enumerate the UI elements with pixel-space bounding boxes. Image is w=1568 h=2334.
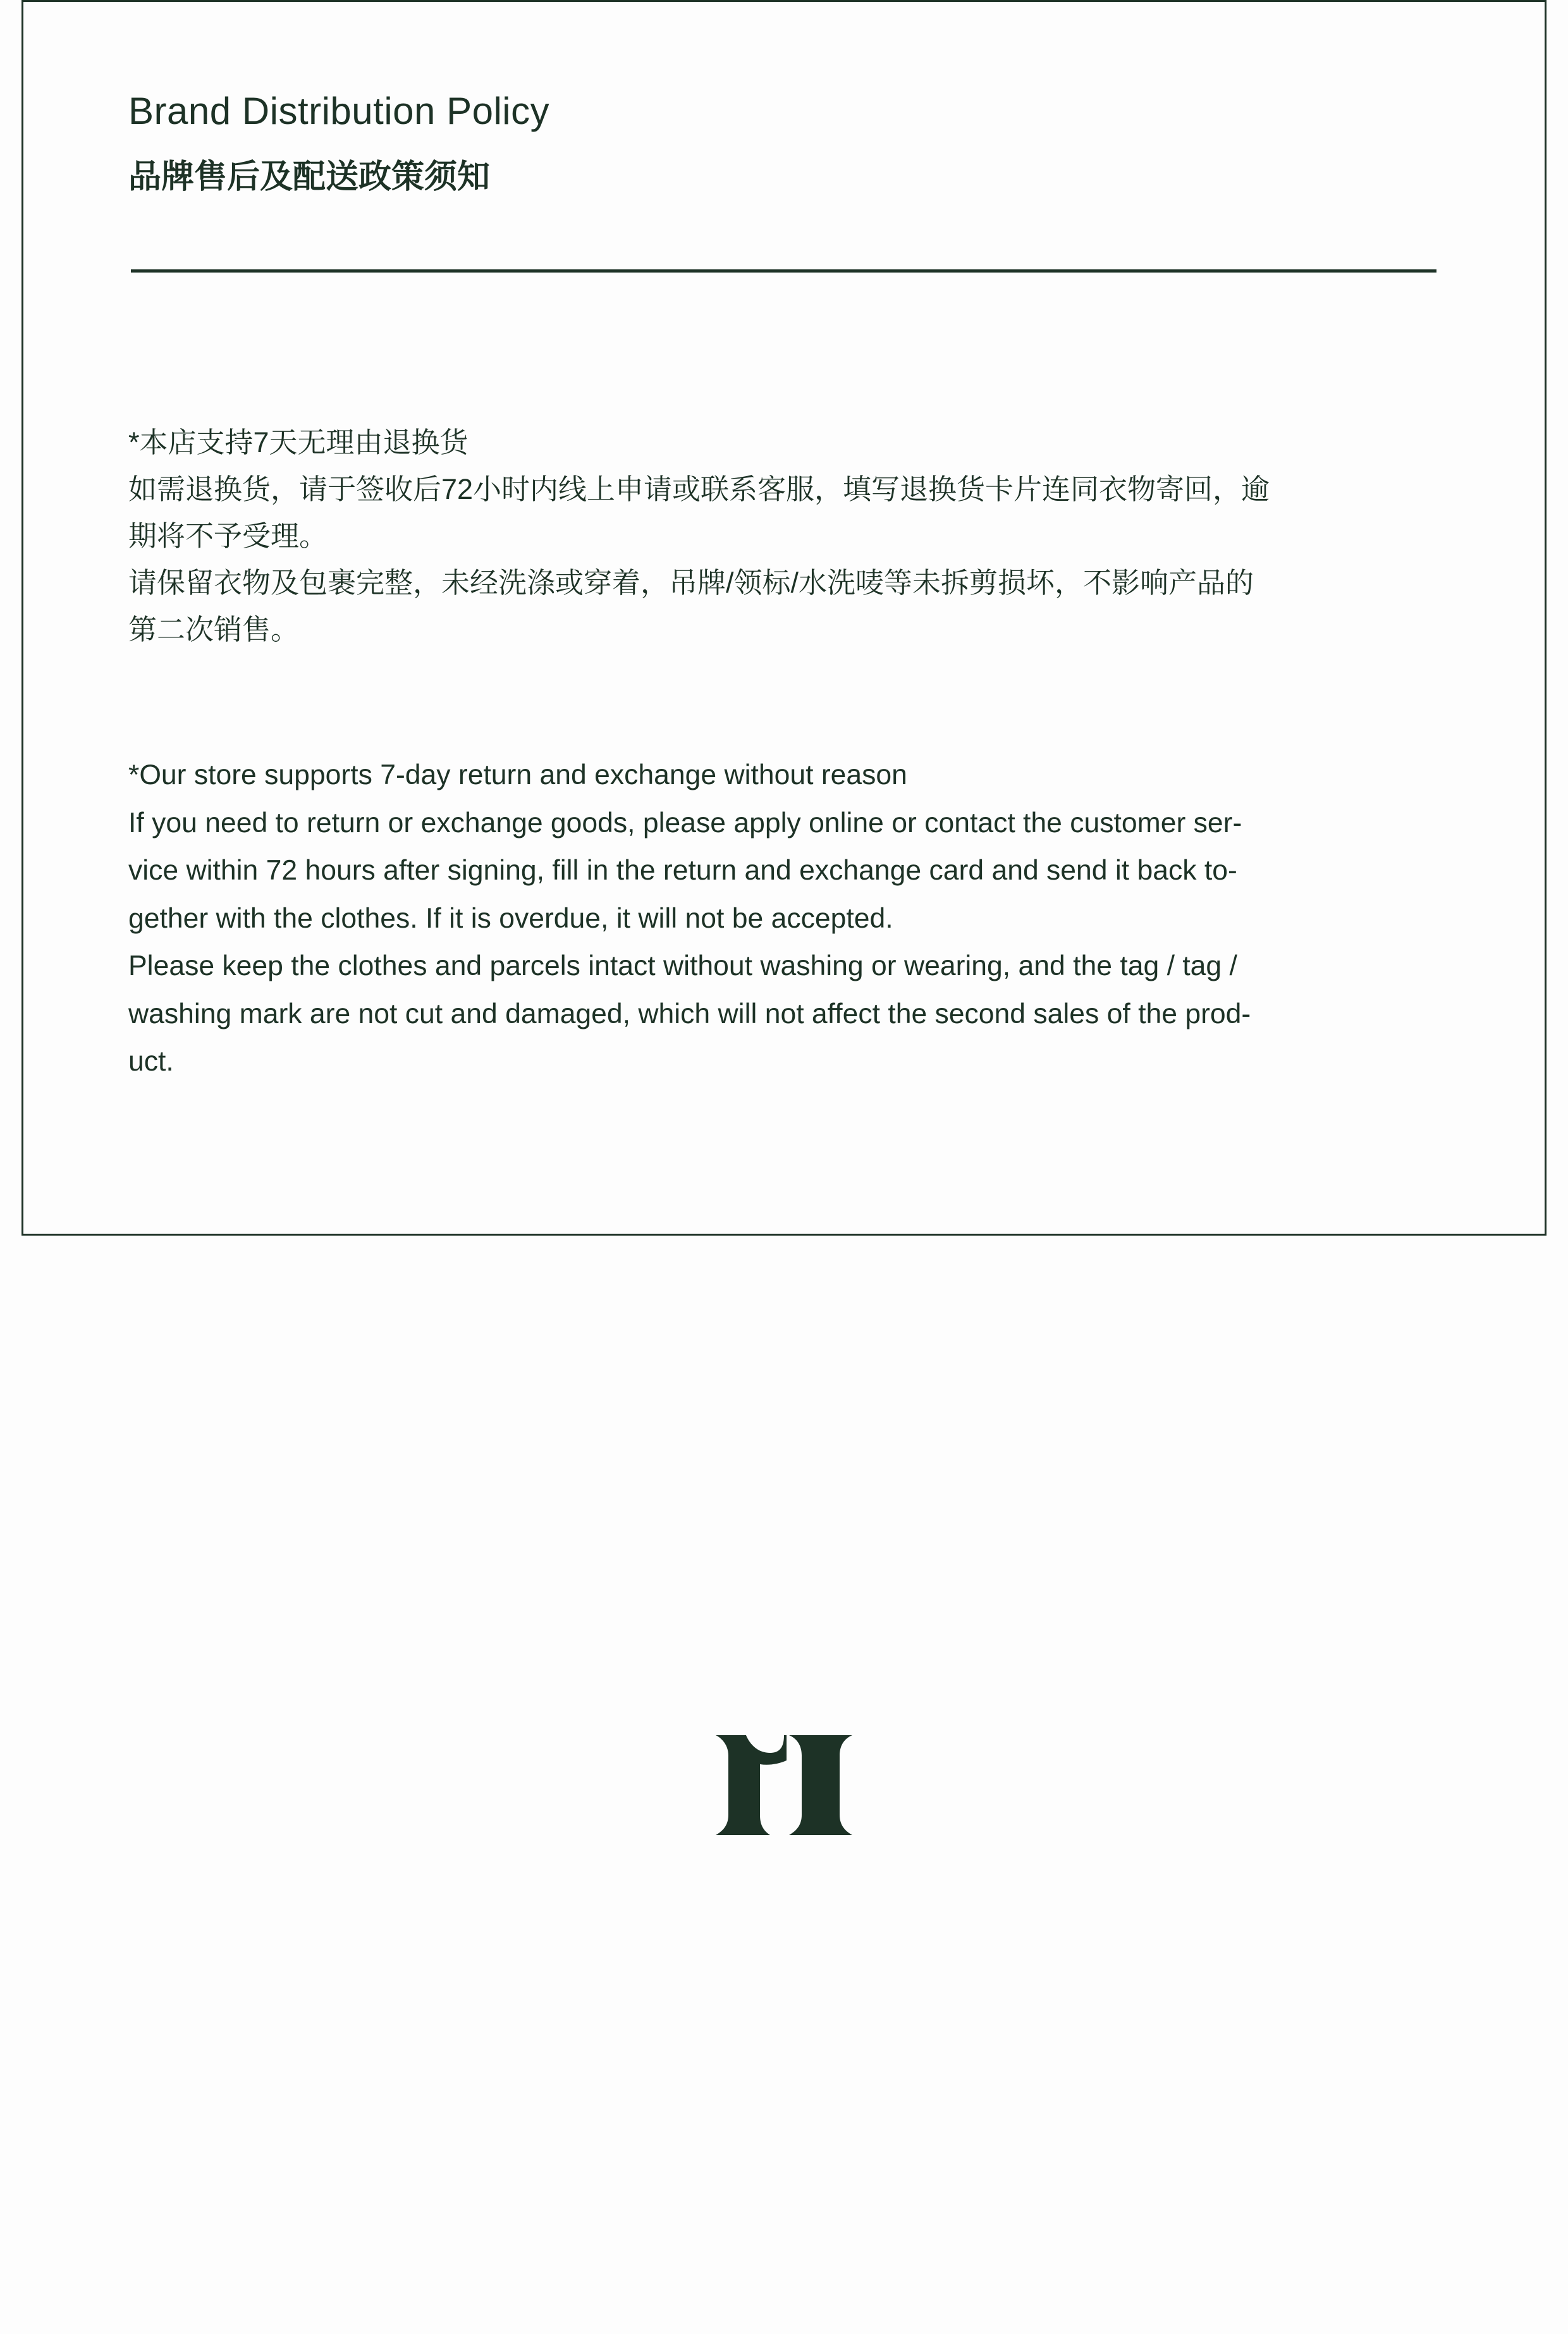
brand-monogram-icon bbox=[716, 1735, 852, 1835]
policy-paragraph-line: Please keep the clothes and parcels intact without washing or wearing, and the tag / tag / bbox=[128, 950, 1237, 981]
policy-paragraph-line: vice within 72 hours after signing, fill in the return and exchange card and send it back to- bbox=[128, 855, 1237, 886]
page-title: Brand Distribution Policy bbox=[128, 90, 550, 132]
policy-text-chinese bbox=[128, 419, 1466, 653]
policy-paragraph-line: gether with the clothes. If it is overdue, it will not be accepted. bbox=[128, 902, 893, 934]
policy-heading-english: *Our store supports 7-day return and exchange without reason bbox=[128, 759, 907, 790]
policy-text-english bbox=[128, 751, 1459, 1086]
policy-paragraph-line: washing mark are not cut and damaged, which will not affect the second sales of the prod- bbox=[128, 998, 1251, 1029]
policy-card bbox=[21, 0, 1547, 1236]
policy-paragraph-line: uct. bbox=[128, 1046, 174, 1077]
policy-paragraph-line: 第二次销售。 bbox=[128, 613, 300, 646]
policy-paragraph-line: 期将不予受理。 bbox=[128, 520, 328, 552]
page-title-chinese: 品牌售后及配送政策须知 bbox=[128, 159, 491, 195]
policy-heading-chinese: *本店支持7天无理由退换货 bbox=[128, 426, 469, 458]
policy-paragraph-line: If you need to return or exchange goods, please apply online or contact the customer ser- bbox=[128, 807, 1242, 838]
policy-paragraph-line: 如需退换货，请于签收后72小时内线上申请或联系客服，填写退换货卡片连同衣物寄回，逾 bbox=[128, 473, 1270, 505]
title-divider bbox=[131, 269, 1436, 273]
policy-paragraph-line: 请保留衣物及包裹完整，未经洗涤或穿着，吊牌/领标/水洗唛等未拆剪损坏，不影响产品的 bbox=[128, 567, 1254, 599]
